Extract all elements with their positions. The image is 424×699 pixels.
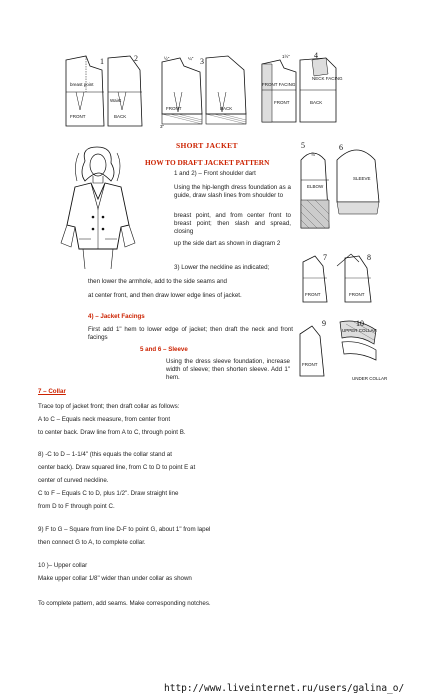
- footer-url: http://www.liveinternet.ru/users/galina_o/: [164, 683, 405, 694]
- collar-line-12: Make upper collar 1/8" wider than under collar as shown: [38, 575, 192, 582]
- diagram-step5-6: [297, 140, 387, 240]
- heading-sleeve: 5 and 6 – Sleeve: [140, 346, 188, 353]
- collar-line-8: from D to F through point C.: [38, 503, 115, 510]
- heading-how-to-draft: HOW TO DRAFT JACKET PATTERN: [145, 158, 270, 167]
- collar-line-7: C to F – Equals C to D, plus 1/2". Draw straight line: [38, 490, 179, 497]
- step12-text-end: up the side dart as shown in diagram 2: [174, 240, 281, 247]
- collar-line-4: 8) -C to D – 1-1/4" (this equals the collar stand at: [38, 451, 172, 458]
- svg-text:FRONT FACING: FRONT FACING: [262, 82, 296, 87]
- svg-text:FRONT: FRONT: [166, 106, 182, 111]
- svg-text:½": ½": [164, 56, 170, 61]
- svg-text:BACK: BACK: [220, 106, 233, 111]
- sleeve-text: Using the dress sleeve foundation, increase width of sleeve; then shorten sleeve. Add 1" hem.: [166, 358, 290, 381]
- label-n8: 8: [367, 253, 371, 262]
- label-n2: 2: [134, 54, 138, 63]
- collar-line-2: A to C – Equals neck measure, from center front: [38, 416, 171, 423]
- svg-text:BACK: BACK: [114, 114, 127, 119]
- label-n7: 7: [323, 253, 327, 262]
- step12-title: 1 and 2) – Front shoulder dart: [174, 170, 256, 177]
- svg-text:FRONT: FRONT: [274, 100, 290, 105]
- svg-text:3": 3": [160, 124, 165, 129]
- step12-text-cont: breast point, and from center front to breast point; then slash and spread, closing: [174, 212, 291, 235]
- svg-text:SLEEVE: SLEEVE: [353, 176, 371, 181]
- label-n9: 9: [322, 319, 326, 328]
- label-n4: 4: [314, 51, 318, 60]
- step3-title: 3) Lower the neckline as indicated;: [174, 264, 270, 271]
- label-n5: 5: [301, 141, 305, 150]
- collar-line-13: To complete pattern, add seams. Make corresponding notches.: [38, 600, 211, 607]
- svg-text:UNDER COLLAR: UNDER COLLAR: [352, 376, 388, 381]
- svg-text:FRONT: FRONT: [70, 114, 86, 119]
- label-n6: 6: [339, 143, 343, 152]
- svg-text:¼": ¼": [188, 56, 194, 61]
- heading-short-jacket: SHORT JACKET: [176, 141, 238, 150]
- svg-text:FRONT: FRONT: [349, 292, 365, 297]
- collar-line-10: then connect G to A, to complete collar.: [38, 539, 146, 546]
- label-n1: 1: [100, 57, 104, 66]
- jacket-illustration: [55, 143, 143, 271]
- collar-line-1: Trace top of jacket front; then draft collar as follows:: [38, 403, 180, 410]
- diagram-step7-8: [297, 248, 387, 308]
- collar-line-5: center back). Draw squared line, from C to D to point E at: [38, 464, 196, 471]
- collar-line-11: 10 )– Upper collar: [38, 562, 88, 569]
- svg-text:⅞": ⅞": [311, 152, 317, 157]
- svg-text:NECK FACING: NECK FACING: [312, 76, 343, 81]
- diagram-step9-10: [296, 316, 390, 382]
- collar-line-3: to center back. Draw line from A to C, through point B.: [38, 429, 186, 436]
- step3-text-cont: at center front, and then draw lower edge lines of jacket.: [88, 292, 242, 299]
- label-n3: 3: [200, 57, 204, 66]
- label-n10: 10: [356, 319, 364, 328]
- svg-text:1½": 1½": [282, 54, 290, 59]
- diagram-step4: [256, 50, 366, 132]
- step12-text: Using the hip-length dress foundation as a guide, draw slash lines from shoulder to: [174, 184, 291, 199]
- diagram-step1: [56, 52, 156, 132]
- svg-text:BACK: BACK: [310, 100, 323, 105]
- heading-collar: 7 – Collar: [38, 388, 66, 395]
- svg-text:FRONT: FRONT: [305, 292, 321, 297]
- svg-text:breast point: breast point: [70, 82, 94, 87]
- heading-facings: 4) – Jacket Facings: [88, 313, 145, 320]
- collar-line-9: 9) F to G – Square from line D-F to point G, about 1" from lapel: [38, 526, 211, 533]
- svg-text:Waist: Waist: [110, 98, 122, 103]
- svg-text:ELBOW: ELBOW: [307, 184, 324, 189]
- step3-text: then lower the armhole, add to the side seams and: [88, 278, 227, 285]
- facings-text: First add 1" hem to lower edge of jacket; then draft the neck and front facings: [88, 326, 293, 341]
- svg-text:UPPER COLLAR: UPPER COLLAR: [342, 328, 377, 333]
- collar-line-6: center of curved neckline.: [38, 477, 109, 484]
- svg-text:FRONT: FRONT: [302, 362, 318, 367]
- diagram-step3: [158, 52, 254, 132]
